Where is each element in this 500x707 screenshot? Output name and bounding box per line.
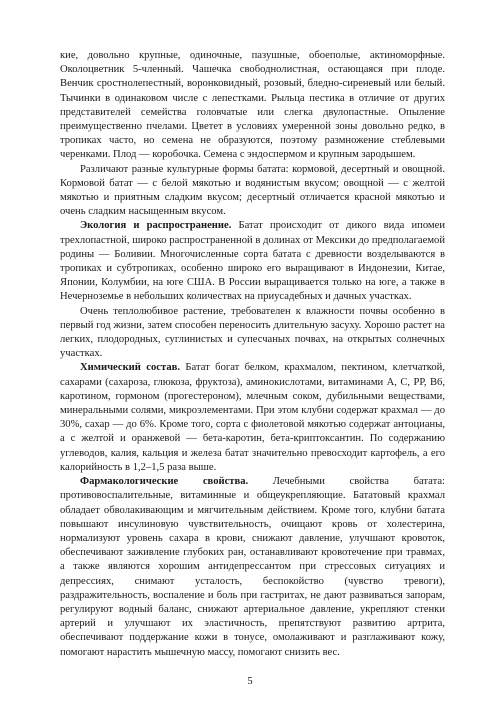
paragraph-text: Очень теплолюбивое растение, требователен к влажности почвы особенно в первый год жизни, затем способен переносить длительную засуху. Хорошо растет на легких, плодородных, суглинистых и супесчаных почвах, на открытых солнечных участках.: [60, 305, 445, 360]
paragraph-pharmacology: [60, 475, 445, 660]
paragraph-flower-description: [60, 49, 445, 163]
document-page: [60, 49, 445, 660]
paragraph-growing-conditions: [60, 305, 445, 362]
paragraph-cultivated-forms: [60, 163, 445, 220]
paragraph-text: Батат богат белком, крахмалом, пектином, клетчаткой, сахарами (сахароза, глюкоза, фруктоза), аминокислотами, витаминами А, С, РР, В6, каротином, гормоном (прогестероном), млечным соком, дубильными веществами, минеральными солями, микроэлементами. При этом клубни содержат крахмал — до 30%, сахар — до 6%. Кроме того, сорта с фиолетовой мякотью содержат антоцианы, а с желтой и оранжевой — бета-каротин, бета-криптоксантин. По содержанию углеводов, калия, кальция и железа батат значительно превосходит картофель, а его калорийность в 1,2–1,5 раза выше.: [60, 362, 445, 473]
page-number: 5: [247, 676, 253, 687]
section-heading-pharmacology: Фармакологические свойства.: [80, 476, 249, 488]
paragraph-text: кие, довольно крупные, одиночные, пазушные, обоеполые, актиноморфные. Околоцветник 5-членный. Чашечка свободнолистная, остающаяся при плоде. Венчик сростнолепестный, воронковидный, розовый, бледно-сиреневый или белый. Тычинки в одинаковом числе с лепестками. Рыльца пестика в отличие от других представителей семейства головчатые или слегка двулопастные. Опыление преимущественно пчелами. Цветет в условиях умеренной зоны довольно редко, в тропиках часто, но семена не образуются, поэтому размножение стеблевыми черенками. Плод — коробочка. Семена с эндоспермом и крупным зародышем.: [60, 50, 445, 161]
section-heading-ecology: Экология и распространение.: [80, 220, 232, 232]
paragraph-text: Лечебными свойства батата: противовоспалительные, витаминные и общеукрепляющие. Бататовый крахмал обладает обволакивающим и мягчительным действием. Кроме того, клубни батата повышают инсулиновую чувствительность, очищают кровь от холестерина, нормализуют уровень сахара в крови, снижают давление, улучшают кровоток, обеспечивают заживление глубоких ран, останавливают кровотечение при травмах, а также являются хорошим антидепрессантом при стрессовых ситуациях и депрессиях, снимают усталость, беспокойство (чувство тревоги), раздражительность, воспаление и боль при гастритах, не дают развиваться запорам, регулируют водный баланс, снижают артериальное давление, укрепляют стенки артерий и улучшают их эластичность, препятствуют развитию артрита, обеспечивают поддержание кожи в тонусе, омолаживают и разглаживают кожу, помогают нарастить мышечную массу, помогают снизить вес.: [60, 476, 446, 658]
paragraph-ecology: [60, 219, 445, 304]
paragraph-chemical-composition: [60, 361, 445, 475]
paragraph-text: Батат происходит от дикого вида ипомеи трехлопастной, широко распространенной в долинах от Мексики до предполагаемой родины — Боливии. Многочисленные сорта батата с древности возделываются в тропиках и субтропиках, особенно широко его выращивают в Индонезии, Китае, Японии, Колумбии, на юге США. В России выращивается только на юге, а также в Нечерноземье в небольших количествах на приусадебных и дачных участках.: [60, 220, 445, 303]
section-heading-chemistry: Химический состав.: [80, 362, 181, 374]
paragraph-text: Различают разные культурные формы батата: кормовой, десертный и овощной. Кормовой батат — с белой мякотью и водянистым вкусом; овощной — с желтой мякотью и приятным сладким вкусом; десертный отличается красной мякотью и очень сладким насыщенным вкусом.: [60, 163, 445, 218]
